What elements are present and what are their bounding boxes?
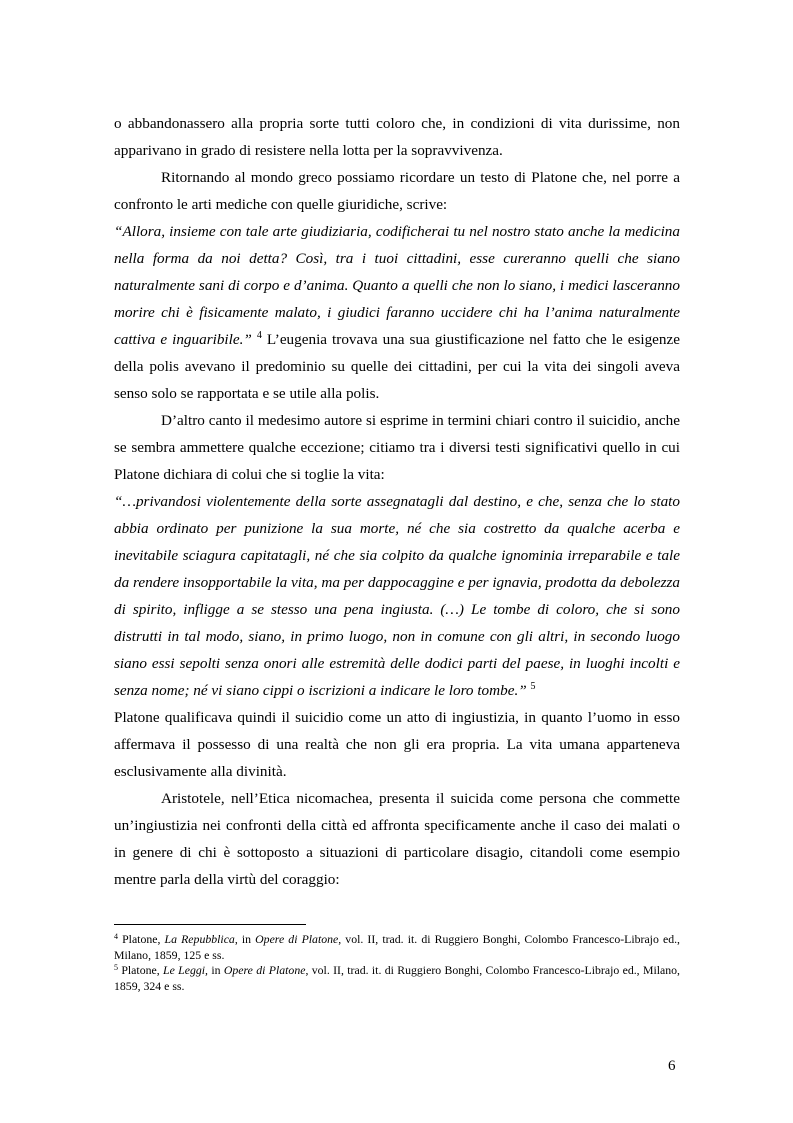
footnote-ref-5: 5 [530,681,536,692]
paragraph-quote-repubblica [114,218,680,407]
footnotes [114,932,680,994]
quote-repubblica: “Allora, insieme con tale arte giudiziaria, codificherai tu nel nostro stato anche la medicina nella forma da noi detta? Così, tra i tuoi cittadini, esse cureranno quelli che siano naturalmente sani di corpo e d’anima. Quanto a quelli che non lo siano, i medici lasceranno morire chi è fisicamente malato, i giudici faranno uccidere chi ha l’anima naturalmente cattiva e inguaribile.” [114,223,680,348]
quote-leggi: “…privandosi violentemente della sorte assegnatagli dal destino, e che, senza che lo stato abbia ordinato per punizione la sua morte, né che sia costretto da qualche acerba e inevitabile sciagura capitatagli, né che sia colpito da qualche ignominia irreparabile e tale da rendere insopportabile la vita, ma per dappocaggine e per ignavia, prodotta da debolezza di spirito, infligge a se stesso una pena ingiusta. (…) Le tombe di coloro, che si sono distrutti in tal modo, siano, in primo luogo, non in comune con gli altri, in secondo luogo siano essi sepolti senza onori alle estremità delle dodici parti del paese, in luoghi incolti e senza nome; né vi siano cippi o iscrizioni a indicare le loro tombe.” [114,493,680,699]
footnote-title: La Repubblica [164,932,235,946]
body-text [114,110,680,893]
paragraph-suicidio-intro: D’altro canto il medesimo autore si esprime in termini chiari contro il suicidio, anche se sembra ammettere qualche eccezione; citiamo tra i diversi testi significativi quello in cui Platone dichiara di colui che si toglie la vita: [114,412,680,483]
page-number: 6 [668,1058,676,1074]
paragraph-aristotele: Aristotele, nell’Etica nicomachea, presenta il suicida come persona che commette un’ingiustizia nei confronti della città ed affronta specificamente anche il caso dei malati o in genere di chi è sottoposto a situazioni di particolare disagio, citandoli come esempio mentre parla della virtù del coraggio: [114,790,680,888]
footnote-5: $^5$ Platone, Le Leggi, in Opere di Platone, vol. II, trad. it. di Ruggiero Bonghi, Colombo Francesco-Librajo ed., Milano, 1859, 324 e ss. [114,963,680,993]
footnote-separator [114,924,306,925]
paragraph-platone-intro: Ritornando al mondo greco possiamo ricordare un testo di Platone che, nel porre a confronto le arti mediche con quelle giuridiche, scrive: [114,169,680,213]
footnote-number: 4 [114,932,118,941]
footnote-work: Opere di Platone [223,963,306,977]
paragraph-eugenia-text: L’eugenia trovava una sua giustificazione nel fatto che le esigenze della polis avevano il predominio su quelle dei cittadini, per cui la vita dei singoli aveva senso solo se rapportata e se utile alla polis. [114,331,680,402]
paragraph-continuation: o abbandonassero alla propria sorte tutti coloro che, in condizioni di vita durissime, non apparivano in grado di resistere nella lotta per la sopravvivenza. [114,115,680,159]
paragraph-quote-leggi [114,488,680,704]
footnote-4: $^4$ Platone, La Repubblica, in Opere di Platone, vol. II, trad. it. di Ruggiero Bonghi, Colombo Francesco-Librajo ed., Milano, 1859, 125 e ss. [114,932,680,962]
footnote-work: Opere di Platone [255,932,339,946]
footnote-title: Le Leggi, [163,963,208,977]
paragraph-ingiustizia: Platone qualificava quindi il suicidio come un atto di ingiustizia, in quanto l’uomo in esso affermava il possesso di una realtà che non gli era propria. La vita umana apparteneva esclusivamente alla divinità. [114,709,680,780]
footnote-number: 5 [114,963,118,972]
footnote-ref-4: 4 [256,330,262,341]
